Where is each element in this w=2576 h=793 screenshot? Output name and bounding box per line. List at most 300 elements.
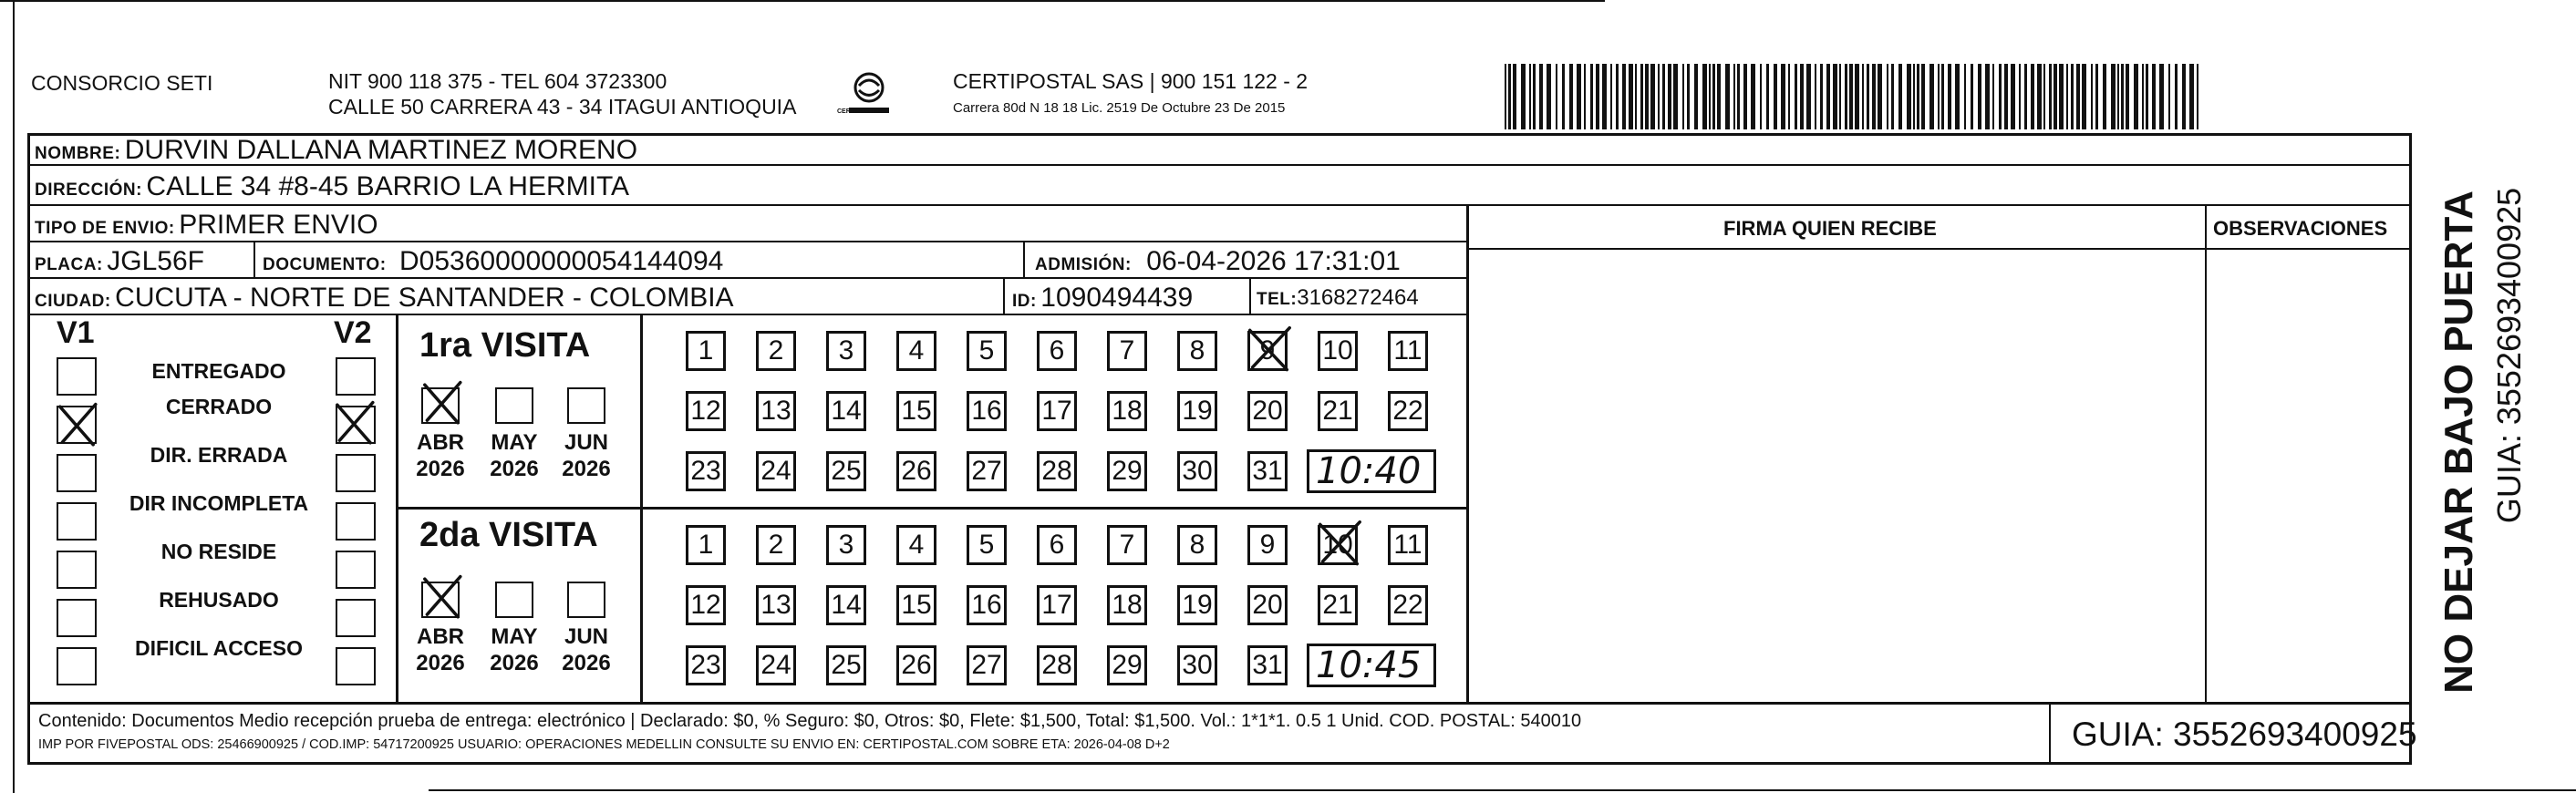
- barcode-bar: [1800, 64, 1804, 129]
- barcode-bar: [1505, 64, 1506, 129]
- barcode-bar: [2024, 64, 2027, 129]
- logo-caption: CERTIPOSTAL: [837, 108, 882, 115]
- id-value: 1090494439: [1040, 283, 1194, 313]
- v2-checkbox: [336, 647, 376, 685]
- day-box: [967, 391, 1007, 431]
- city-value: CUCUTA - NORTE DE SANTANDER - COLOMBIA: [115, 283, 734, 313]
- barcode-bar: [1717, 64, 1721, 129]
- v2-checkbox: [336, 502, 376, 541]
- barcode-bar: [2117, 64, 2119, 129]
- barcode-bar: [1725, 64, 1730, 129]
- plate-row: [35, 248, 204, 275]
- day-box: [1107, 331, 1147, 371]
- barcode-bar: [1577, 64, 1581, 129]
- day-number: 12: [690, 590, 721, 620]
- day-number: 10: [1322, 335, 1353, 366]
- nit-line: NIT 900 118 375 - TEL 604 3723300: [328, 69, 667, 93]
- day-number: 2: [768, 335, 784, 366]
- barcode-bar: [2159, 64, 2164, 129]
- day-number: 4: [908, 335, 925, 366]
- day-number: 1: [698, 530, 714, 560]
- month-label: [549, 623, 624, 677]
- content-line: Contenido: Documentos Medio recepción prueba de entrega: electrónico | Declarado: $0, % Seguro: $0, Otros: $0, Flete: $1,500, Total: $1,500. Vol.: 1*1*1. 0.5 1 Unid. COD. POSTAL: 540010: [38, 711, 1582, 731]
- month-year: 2026: [562, 651, 611, 676]
- recipient-address: CALLE 34 #8-45 BARRIO LA HERMITA: [146, 171, 630, 201]
- barcode-bar: [2071, 64, 2074, 129]
- barcode-bar: [1855, 64, 1859, 129]
- barcode-bar: [2182, 64, 2186, 129]
- barcode-bar: [1547, 64, 1551, 129]
- barcode-bar: [1635, 64, 1637, 129]
- day-number: 22: [1392, 396, 1423, 426]
- day-box: [896, 525, 936, 565]
- day-box: [1037, 645, 1077, 685]
- month-year: 2026: [416, 457, 465, 482]
- barcode-bar: [1978, 64, 1981, 129]
- barcode-bar: [1640, 64, 1643, 129]
- v1-checkbox: [57, 551, 97, 589]
- barcode-bar: [1788, 64, 1790, 129]
- v1-checkbox: [57, 357, 97, 396]
- row-sep-5: [27, 314, 1468, 315]
- day-box: [1318, 525, 1358, 565]
- barcode-bar: [1645, 64, 1649, 129]
- day-box: [1177, 451, 1217, 491]
- day-number: 28: [1041, 456, 1072, 486]
- barcode-bar: [2111, 64, 2116, 129]
- barcode-bar: [2175, 64, 2178, 129]
- v1-checkbox: [57, 406, 97, 444]
- observations-header: OBSERVACIONES: [2213, 217, 2388, 240]
- bottom-edge-line: [429, 789, 2576, 791]
- document-row: [263, 248, 723, 275]
- day-number: 17: [1041, 590, 1072, 620]
- barcode-bar: [2037, 64, 2042, 129]
- day-number: 18: [1112, 590, 1143, 620]
- barcode-bar: [1849, 64, 1853, 129]
- day-box: [1247, 331, 1288, 371]
- barcode-bar: [2082, 64, 2086, 129]
- barcode-bar: [1737, 64, 1740, 129]
- barcode-bar: [1562, 64, 1565, 129]
- month-name: ABR: [417, 624, 464, 649]
- day-box: [1247, 451, 1288, 491]
- day-number: 16: [971, 396, 1002, 426]
- signature-header: FIRMA QUIEN RECIBE: [1723, 217, 1937, 240]
- day-box: [686, 451, 726, 491]
- type-label: TIPO DE ENVIO:: [35, 219, 175, 238]
- barcode-bar: [1616, 64, 1619, 129]
- day-box: [896, 331, 936, 371]
- day-box: [1388, 331, 1428, 371]
- day-box: [1318, 331, 1358, 371]
- day-box: [1388, 391, 1428, 431]
- barcode-bar: [1878, 64, 1882, 129]
- no-leave-under-door-warning: NO DEJAR BAJO PUERTA: [2436, 191, 2481, 694]
- day-number: 12: [690, 396, 721, 426]
- day-box: [826, 525, 866, 565]
- barcode-bar: [2054, 64, 2057, 129]
- barcode-bar: [1985, 64, 1990, 129]
- day-number: 11: [1393, 335, 1422, 366]
- month-label: [403, 429, 478, 483]
- day-box: [756, 585, 796, 625]
- row-sep-4: [27, 277, 1468, 279]
- day-number: 6: [1049, 530, 1065, 560]
- barcode: [1505, 64, 2207, 129]
- day-number: 22: [1392, 590, 1423, 620]
- day-number: 8: [1189, 335, 1205, 366]
- day-box: [826, 585, 866, 625]
- barcode-bar: [1709, 64, 1711, 129]
- barcode-bar: [2142, 64, 2144, 129]
- day-number: 5: [978, 530, 995, 560]
- month-name: JUN: [564, 624, 608, 649]
- barcode-bar: [1872, 64, 1876, 129]
- day-number: 26: [901, 456, 932, 486]
- barcode-bar: [1521, 64, 1526, 129]
- barcode-bar: [1845, 64, 1847, 129]
- v2-checkbox: [336, 454, 376, 492]
- city-label: CIUDAD:: [35, 292, 111, 311]
- day-box: [896, 451, 936, 491]
- plate-label: PLACA:: [35, 255, 103, 274]
- day-number: 6: [1049, 335, 1065, 366]
- day-box: [1177, 391, 1217, 431]
- v1-checkbox: [57, 599, 97, 637]
- barcode-bar: [1751, 64, 1755, 129]
- month-year: 2026: [490, 457, 539, 482]
- day-number: 15: [901, 590, 932, 620]
- barcode-bar: [1682, 64, 1684, 129]
- barcode-bar: [1992, 64, 1994, 129]
- barcode-bar: [1650, 64, 1655, 129]
- barcode-bar: [1867, 64, 1869, 129]
- company-name: CONSORCIO SETI: [31, 71, 213, 95]
- admission-label: ADMISIÓN:: [1035, 255, 1132, 274]
- barcode-bar: [1891, 64, 1894, 129]
- barcode-bar: [1938, 64, 1940, 129]
- left-edge-line: [13, 0, 15, 793]
- plate-sep: [253, 241, 255, 277]
- v1-label: V1: [57, 315, 95, 350]
- v2-checkbox: [336, 599, 376, 637]
- col-header-underline: [1466, 248, 2412, 250]
- barcode-bar: [1781, 64, 1785, 129]
- day-number: 19: [1182, 396, 1213, 426]
- barcode-bar: [1513, 64, 1516, 129]
- day-number: 2: [768, 530, 784, 560]
- barcode-bar: [1806, 64, 1811, 129]
- month-year: 2026: [490, 651, 539, 676]
- certipostal-line: CERTIPOSTAL SAS | 900 151 122 - 2: [953, 69, 1309, 93]
- status-option-label: REHUSADO: [159, 588, 279, 612]
- day-number: 16: [971, 590, 1002, 620]
- day-box: [1247, 645, 1288, 685]
- tel-label: TEL:: [1257, 290, 1298, 309]
- footer-guide-sep: [2049, 702, 2051, 764]
- barcode-bar: [1766, 64, 1769, 129]
- barcode-bar: [1898, 64, 1902, 129]
- barcode-bar: [1820, 64, 1823, 129]
- handwritten-time: 10:45: [1316, 644, 1422, 686]
- day-number: 5: [978, 335, 995, 366]
- month-label: [477, 429, 552, 483]
- month-checkbox: [495, 387, 533, 424]
- day-number: 24: [760, 650, 791, 680]
- day-number: 29: [1112, 650, 1143, 680]
- day-number: 31: [1252, 456, 1283, 486]
- barcode-bar: [2004, 64, 2008, 129]
- day-box: [826, 645, 866, 685]
- barcode-bar: [1687, 64, 1690, 129]
- day-box: [686, 391, 726, 431]
- city-row: [35, 284, 734, 312]
- barcode-bar: [2059, 64, 2064, 129]
- handwritten-time: 10:40: [1316, 450, 1422, 492]
- day-box: [1177, 525, 1217, 565]
- barcode-bar: [1596, 64, 1599, 129]
- footer-guide: GUIA: 3552693400925: [2072, 716, 2417, 753]
- barcode-bar: [1826, 64, 1830, 129]
- day-number: 13: [760, 590, 791, 620]
- barcode-bar: [1712, 64, 1715, 129]
- day-box: [967, 585, 1007, 625]
- day-number: 13: [760, 396, 791, 426]
- day-number: 1: [698, 335, 714, 366]
- v2-checkbox: [336, 551, 376, 589]
- barcode-bar: [1533, 64, 1536, 129]
- day-box: [1107, 525, 1147, 565]
- month-name: JUN: [564, 430, 608, 455]
- side-guide: GUIA: 3552693400925: [2490, 187, 2528, 524]
- barcode-bar: [1733, 64, 1735, 129]
- barcode-bar: [2126, 64, 2129, 129]
- day-number: 19: [1182, 590, 1213, 620]
- barcode-bar: [1702, 64, 1707, 129]
- barcode-bar: [1941, 64, 1944, 129]
- address-line: CALLE 50 CARRERA 43 - 34 ITAGUI ANTIOQUIA: [328, 95, 797, 118]
- day-number: 28: [1041, 650, 1072, 680]
- day-box: [1037, 525, 1077, 565]
- status-option-label: CERRADO: [165, 395, 273, 418]
- document-value: D05360000000054144094: [399, 246, 724, 276]
- day-box: [1107, 391, 1147, 431]
- day-number: 10: [1322, 530, 1353, 560]
- month-name: MAY: [491, 624, 538, 649]
- v2-checkbox: [336, 406, 376, 444]
- day-box: [1247, 585, 1288, 625]
- month-year: 2026: [562, 457, 611, 482]
- day-number: 20: [1252, 590, 1283, 620]
- day-number: 3: [838, 335, 854, 366]
- id-row: [1012, 284, 1193, 312]
- day-box: [686, 331, 726, 371]
- month-checkbox: [495, 582, 533, 618]
- day-number: 23: [690, 650, 721, 680]
- month-checkbox: [421, 387, 460, 424]
- status-option-label: DIR. ERRADA: [150, 443, 288, 467]
- document-label: DOCUMENTO:: [263, 255, 387, 274]
- v1-checkbox: [57, 647, 97, 685]
- day-number: 21: [1322, 590, 1353, 620]
- barcode-bar: [1569, 64, 1573, 129]
- barcode-bar: [1913, 64, 1915, 129]
- barcode-bar: [1508, 64, 1511, 129]
- barcode-bar: [1622, 64, 1626, 129]
- barcode-bar: [1887, 64, 1888, 129]
- license-line: Carrera 80d N 18 18 Lic. 2519 De Octubre 23 De 2015: [953, 100, 1286, 116]
- day-number: 15: [901, 396, 932, 426]
- day-box: [1037, 331, 1077, 371]
- day-box: [896, 391, 936, 431]
- barcode-bar: [1907, 64, 1911, 129]
- day-number: 30: [1182, 456, 1213, 486]
- day-number: 14: [831, 396, 862, 426]
- day-box: [967, 645, 1007, 685]
- day-box: [1177, 331, 1217, 371]
- day-box: [1107, 645, 1147, 685]
- day-box: [1107, 585, 1147, 625]
- barcode-bar: [2168, 64, 2170, 129]
- day-box: [756, 525, 796, 565]
- day-number: 31: [1252, 650, 1283, 680]
- v2-label: V2: [334, 315, 372, 350]
- day-box: [967, 331, 1007, 371]
- barcode-bar: [2121, 64, 2124, 129]
- day-number: 7: [1119, 335, 1135, 366]
- day-box: [1177, 585, 1217, 625]
- barcode-bar: [2076, 64, 2080, 129]
- barcode-bar: [1529, 64, 1531, 129]
- day-number: 24: [760, 456, 791, 486]
- barcode-bar: [2189, 64, 2194, 129]
- barcode-bar: [1774, 64, 1777, 129]
- barcode-bar: [1610, 64, 1612, 129]
- day-number: 4: [908, 530, 925, 560]
- barcode-bar: [2049, 64, 2052, 129]
- month-name: ABR: [417, 430, 464, 455]
- barcode-bar: [1602, 64, 1607, 129]
- status-option-label: NO RESIDE: [160, 540, 277, 563]
- day-number: 29: [1112, 456, 1143, 486]
- day-number: 8: [1189, 530, 1205, 560]
- day-box: [826, 451, 866, 491]
- col-sep-signature: [1466, 204, 1469, 704]
- day-box: [1247, 525, 1288, 565]
- id-sep: [1003, 277, 1005, 314]
- day-box: [967, 525, 1007, 565]
- barcode-bar: [1999, 64, 2002, 129]
- tel-sep: [1249, 277, 1251, 314]
- day-number: 26: [901, 650, 932, 680]
- visit-sep: [396, 507, 1468, 510]
- day-box: [1107, 451, 1147, 491]
- v1-checkbox: [57, 502, 97, 541]
- barcode-bar: [1917, 64, 1919, 129]
- plate-value: JGL56F: [107, 246, 204, 276]
- id-label: ID:: [1012, 292, 1037, 311]
- barcode-bar: [2103, 64, 2106, 129]
- barcode-bar: [2066, 64, 2068, 129]
- barcode-bar: [1673, 64, 1678, 129]
- day-box: [896, 585, 936, 625]
- day-number: 9: [1259, 530, 1276, 560]
- month-label: [477, 623, 552, 677]
- barcode-bar: [2197, 64, 2198, 129]
- day-box: [1037, 585, 1077, 625]
- month-label: [403, 623, 478, 677]
- day-box: [686, 645, 726, 685]
- barcode-bar: [1964, 64, 1966, 129]
- barcode-bar: [1760, 64, 1762, 129]
- barcode-bar: [2152, 64, 2156, 129]
- day-box: [756, 391, 796, 431]
- day-number: 20: [1252, 396, 1283, 426]
- day-box: [1318, 391, 1358, 431]
- barcode-bar: [1556, 64, 1557, 129]
- barcode-bar: [1539, 64, 1543, 129]
- barcode-bar: [1815, 64, 1816, 129]
- month-label: [549, 429, 624, 483]
- row-sep-3: [27, 241, 1468, 242]
- visit-1-title: 1ra VISITA: [419, 326, 591, 365]
- day-box: [896, 645, 936, 685]
- footer-sep: [27, 702, 2412, 705]
- admission-value: 06-04-2026 17:31:01: [1146, 246, 1401, 276]
- day-box: [686, 525, 726, 565]
- tel-row: [1257, 287, 1419, 309]
- barcode-bar: [1833, 64, 1837, 129]
- day-box: [1037, 391, 1077, 431]
- day-box: [1037, 451, 1077, 491]
- barcode-bar: [1795, 64, 1797, 129]
- status-option-label: DIFICIL ACCESO: [134, 636, 303, 660]
- frame-bottom: [27, 762, 2412, 765]
- frame-left: [27, 133, 30, 764]
- day-box: [756, 451, 796, 491]
- day-box: [756, 645, 796, 685]
- v1-checkbox: [57, 454, 97, 492]
- top-edge-line: [0, 0, 1605, 2]
- barcode-bar: [1590, 64, 1593, 129]
- day-box: [967, 451, 1007, 491]
- day-number: 9: [1259, 335, 1276, 366]
- type-row: [35, 211, 378, 239]
- barcode-bar: [2031, 64, 2034, 129]
- month-name: MAY: [491, 430, 538, 455]
- month-checkbox: [567, 582, 605, 618]
- barcode-bar: [1955, 64, 1960, 129]
- barcode-bar: [1971, 64, 1973, 129]
- day-box: [686, 585, 726, 625]
- day-number: 3: [838, 530, 854, 560]
- day-box: [1247, 391, 1288, 431]
- name-row: [35, 137, 637, 164]
- month-year: 2026: [416, 651, 465, 676]
- barcode-bar: [1862, 64, 1864, 129]
- month-checkbox: [421, 582, 460, 618]
- day-box: [1177, 645, 1217, 685]
- barcode-bar: [1584, 64, 1586, 129]
- barcode-bar: [1743, 64, 1747, 129]
- day-number: 27: [971, 456, 1002, 486]
- day-number: 30: [1182, 650, 1213, 680]
- barcode-bar: [1921, 64, 1925, 129]
- day-box: [1388, 525, 1428, 565]
- day-number: 21: [1322, 396, 1353, 426]
- imp-line: IMP POR FIVEPOSTAL ODS: 25466900925 / COD.IMP: 54717200925 USUARIO: OPERACIONES MEDELLIN CONSULTE SU ENVIO EN: CERTIPOSTAL.COM SOBRE ETA: 2026-04-08 D+2: [38, 737, 1170, 752]
